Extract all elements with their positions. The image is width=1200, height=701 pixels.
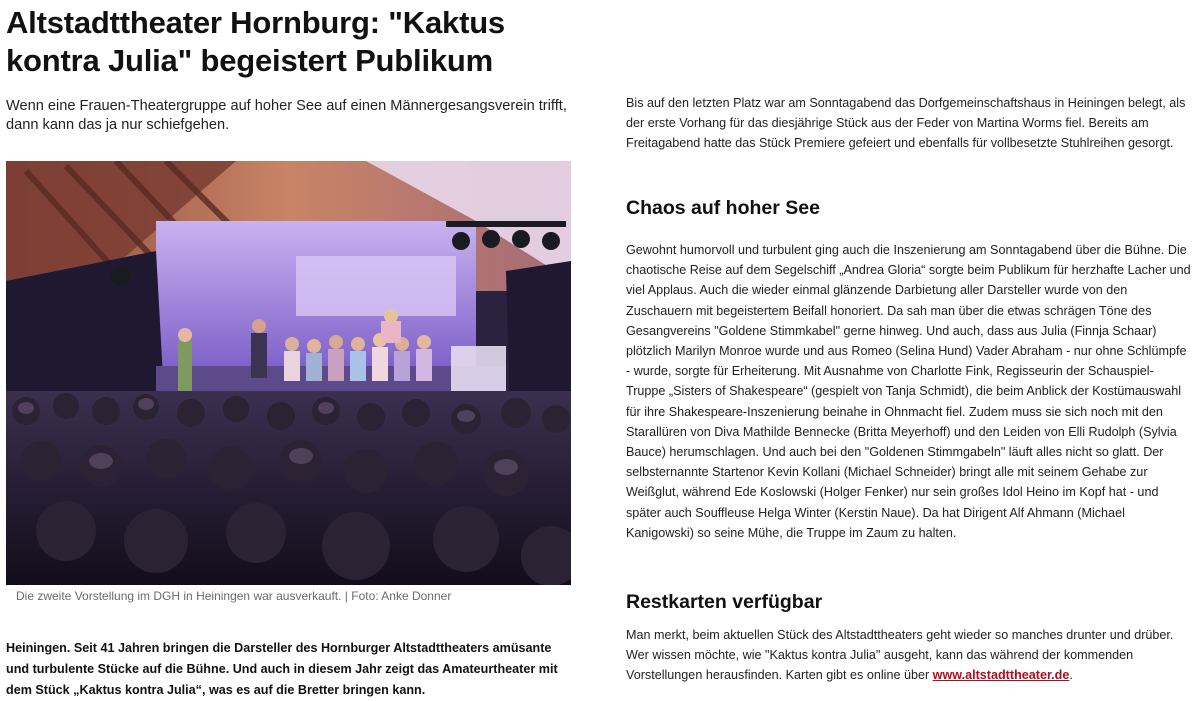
paragraph-chaos: Gewohnt humorvoll und turbulent ging auch die Inszenierung am Sonntagabend über die Bühne. Die chaotische Reise auf dem Segelschiff „Andrea Gloria“ sorgte beim Publikum für herzhafte Lacher und viel Applaus. Auch die wieder einmal glänzende Darbietung aller Darsteller wurde von den Zuschauern mit begeistertem Beifall honoriert. Da sah man über die etwas schrägen Töne des Gesangvereins "Goldene Stimmkabel" gerne hinweg. Und auch, dass aus Julia (Finnja Schaar) plötzlich Marilyn Monroe wurde und aus Romeo (Selina Hund) Vader Abraham - nur ohne Schlümpfe - wurde, sorgte für Erheiterung. Mit Ausnahme von Charlotte Fink, Regisseurin der Schauspiel-Truppe „Sisters of Shakespeare“ (gespielt von Tanja Schmidt), die beim Anblick der Kostümauswahl für ihre Shakespeare-Inszenierung beinahe in Ohnmacht fiel. Zudem muss sie sich noch mit den Starallüren von Diva Mathilde Bennecke (Britta Meyerhoff) und den Leiden von Elli Rudolph (Sylvia Bauce) herumschlagen. Und auch bei den "Goldenen Stimmgabeln" läuft alles nicht so glatt. Der selbsternannte Startenor Kevin Kollani (Michael Schneider) bringt alle mit seinem Gehabe zur Weißglut, während Ede Koslowski (Holger Fenker) nur sein großes Idol Heino im Kopf hat - und später auch Souffleuse Helga Winter (Kerstin Naue). Da hat Dirigent Alf Ahmann (Michael Kanigowski) so seine Mühe, die Truppe im Zaum zu halten. bbox=[626, 243, 1191, 540]
article-photo[interactable] bbox=[6, 161, 571, 585]
article-lead: Heiningen. Seit 41 Jahren bringen die Darsteller des Hornburger Altstadttheaters amüsante und turbulente Stücke auf die Bühne. Und auch in diesem Jahr zeigt das Amateurtheater mit dem Stück „Kaktus kontra Julia“, was es auf die Bretter bringen kann. bbox=[6, 641, 558, 697]
section-heading-tickets: Restkarten verfügbar bbox=[626, 591, 823, 613]
paragraph-tickets-end: . bbox=[1069, 668, 1073, 683]
theater-photo-illustration bbox=[6, 161, 571, 585]
section-heading-chaos: Chaos auf hoher See bbox=[626, 197, 820, 219]
paragraph-intro: Bis auf den letzten Platz war am Sonntagabend das Dorfgemeinschaftshaus in Heiningen belegt, als der erste Vorhang für das diesjährige Stück aus der Feder von Martina Worms fiel. Bereits am Freitagabend hatte das Stück Premiere gefeiert und ebenfalls für vollbesetzte Stuhlreihen gesorgt. bbox=[626, 96, 1186, 151]
paragraph-tickets-text: Man merkt, beim aktuellen Stück des Altstadttheaters geht wieder so manches drunter und drüber. Wer wissen möchte, wie "Kaktus kontra Julia" ausgeht, kann das während der kommenden Vorstellungen herausfinden. Karten gibt es online über bbox=[626, 628, 1174, 683]
article-title: Altstadttheater Hornburg: "Kaktus kontra Julia" begeistert Publikum bbox=[6, 5, 505, 78]
image-caption: Die zweite Vorstellung im DGH in Heiningen war ausverkauft. | Foto: Anke Donner bbox=[16, 589, 452, 603]
ticket-website-link[interactable]: www.altstadttheater.de bbox=[932, 668, 1070, 683]
paragraph-tickets bbox=[626, 625, 1192, 686]
article-teaser: Wenn eine Frauen-Theatergruppe auf hoher See auf einen Männergesangsverein trifft, dann kann das ja nur schiefgehen. bbox=[6, 98, 567, 133]
